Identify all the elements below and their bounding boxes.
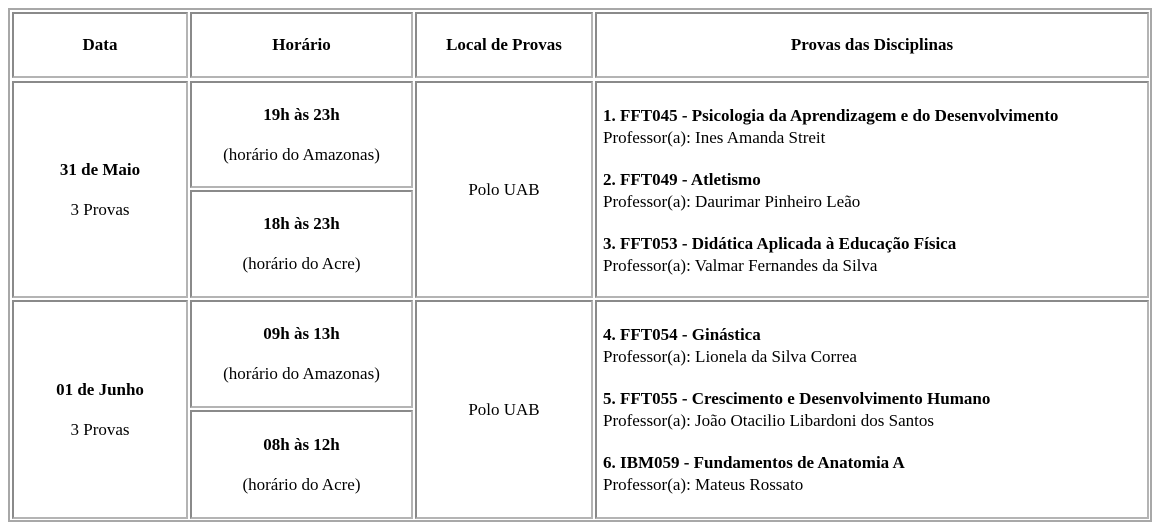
exam-date: 01 de Junho [56, 379, 144, 399]
exam-title: 5. FFT055 - Crescimento e Desenvolvimento Humano [603, 389, 991, 408]
exam-item [603, 169, 1147, 213]
header-time: Horário [190, 12, 413, 78]
exam-item [603, 324, 1147, 368]
exam-item [603, 233, 1147, 277]
row-1-time-slot-2 [190, 190, 413, 298]
time-range: 09h às 13h [263, 324, 340, 343]
time-range: 18h às 23h [263, 214, 340, 233]
exam-teacher: Professor(a): Mateus Rossato [603, 475, 804, 494]
exam-location: Polo UAB [468, 179, 540, 199]
exam-item [603, 388, 1147, 432]
row-2-time-slot-2 [190, 410, 413, 519]
time-range: 08h às 12h [263, 434, 340, 454]
exam-count: 3 Provas [70, 199, 130, 219]
row-2-time-slot-1 [190, 300, 413, 408]
row-1-exams-cell [595, 81, 1149, 298]
row-1-location-cell [415, 81, 593, 298]
time-zone: (horário do Amazonas) [223, 144, 380, 164]
exam-title: 1. FFT045 - Psicologia da Aprendizagem e do Desenvolvimento [603, 106, 1059, 125]
exam-item [603, 452, 1147, 496]
exam-location: Polo UAB [468, 399, 540, 419]
exam-title: 6. IBM059 - Fundamentos de Anatomia A [603, 453, 905, 472]
exam-teacher: Professor(a): Daurimar Pinheiro Leão [603, 192, 861, 211]
exam-count: 3 Provas [70, 419, 130, 439]
header-exams: Provas das Disciplinas [595, 12, 1149, 78]
header-date: Data [12, 12, 188, 78]
exam-teacher: Professor(a): João Otacilio Libardoni dos Santos [603, 411, 934, 430]
exam-item [603, 105, 1147, 149]
exam-title: 2. FFT049 - Atletismo [603, 170, 761, 189]
time-zone: (horário do Acre) [242, 254, 361, 273]
row-1-date-cell [12, 81, 188, 298]
exam-teacher: Professor(a): Ines Amanda Streit [603, 128, 826, 147]
time-range: 19h às 23h [263, 104, 340, 124]
time-zone: (horário do Acre) [242, 474, 361, 494]
exam-title: 4. FFT054 - Ginástica [603, 325, 761, 344]
time-zone: (horário do Amazonas) [223, 364, 380, 383]
row-1-time-slot-1 [190, 81, 413, 188]
header-location: Local de Provas [415, 12, 593, 78]
exam-title: 3. FFT053 - Didática Aplicada à Educação Física [603, 234, 957, 253]
row-2-exams-cell [595, 300, 1149, 519]
exam-teacher: Professor(a): Lionela da Silva Correa [603, 347, 857, 366]
exam-date: 31 de Maio [59, 159, 141, 179]
exam-teacher: Professor(a): Valmar Fernandes da Silva [603, 256, 878, 275]
row-2-location-cell [415, 300, 593, 519]
row-2-date-cell [12, 300, 188, 519]
